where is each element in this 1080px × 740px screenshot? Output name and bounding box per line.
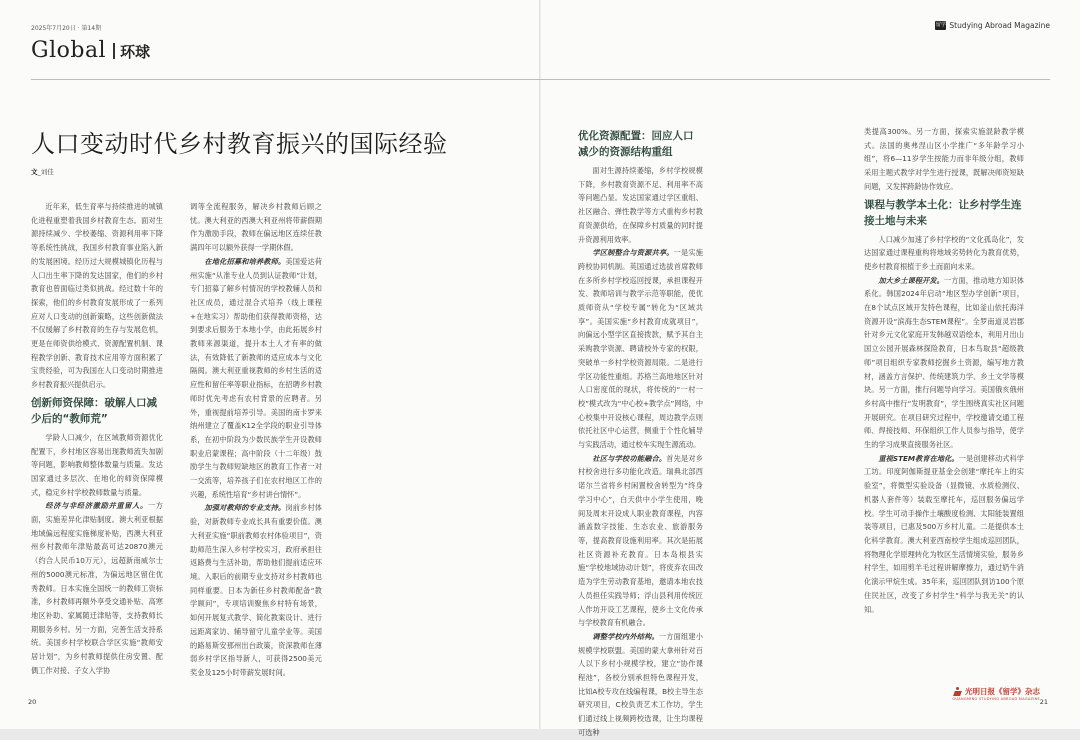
body-paragraph [31,499,163,677]
section-divider [113,43,115,59]
column-1 [31,200,163,712]
paragraph-lead: 经济与非经济激励并重留人。 [45,501,148,511]
magazine-brand [935,21,1050,30]
section-heading: 课程与教学本土化：让乡村学生连接土地与未来 [864,198,1022,227]
body-paragraph [864,452,1024,616]
body-paragraph: 面对生源持续萎缩，乡村学校规模下降，乡村教育资源不足、利用率不高等问题凸显。发达国家通过学区重组、社区融合、弹性教学等方式重构乡村教育资源供给，在保障乡村质量的同时提升资源利用效率。 [578,166,703,244]
paragraph-text: 美国爱达荷州实施“从准专业人员到认证教师”计划，专门招募了解乡村情况的学校教辅人员和社区成员，通过混合式培养（线上课程+在地实习）帮助他们获得教师资格，达到要求后服务于本地小学，由此拓展乡村教师来源渠道，提升本土人才有率的做法，有效降低了新教师的适应成本与文化隔阂。澳大利亚重视教师的乡村生活的适应性和留任率等职业指标，在招聘乡村教师时优先考虑有农村背景的应聘者。另外，重视提前培养引导。美国的南卡罗来纳州建立了覆盖K12全学段的职业引导体系，在初中阶段为少数民族学生开设教师职业启蒙课程；高中阶段（十二年级）鼓励学生与教师短缺地区的教育工作者一对一交流等，培养孩子们在农村地区工作的兴趣，系统性培育“乡村讲台情怀”。 [190,256,322,499]
body-paragraph: 近年来，低生育率与持续推进的城镇化进程重塑着我国乡村教育生态。面对生源持续减少、学校萎缩、资源利用率下降等系统性挑战，我国乡村教育事业陷入新的发展困境。经历过大规模城镇化历程与人口出生率下降的发达国家，他们的乡村教育也曾面临过类似挑战。经过数十年的探索，他们的乡村教育发展形成了一系列应对人口变动的创新策略，这些创新做法不仅缓解了乡村教育的生存与发展危机，更是在师资供给模式、资源配置机制、课程教学创新、教育技术应用等方面积累了宝贵经验，可为我国在人口变动时期推进乡村教育振兴提供启示。 [31,202,163,390]
body-paragraph [190,501,322,679]
section-title-en: Global [31,38,107,63]
header-rule [31,79,1050,80]
magazine-logo-icon: 留学 [935,22,946,28]
body-paragraph [578,246,703,452]
page-number-right: 21 [1039,698,1048,706]
paragraph-text: 一方面组建小规模学校联盟。美国的蒙大拿州针对百人以下乡村小规模学校，建立“协作课程池”，各校分别承担特色课程开发，比如A校专攻在线编程课，B校主导生态研究项目，C校负责艺术工作坊，学生们通过线上视频跨校选课，让生均课程可选种 [578,631,703,737]
paragraph-text: 首先是对乡村校舍进行多功能化改造。瑞典北部西诺尔兰省将乡村闲置校舍转型为“终身学习中心”，白天供中小学生使用，晚间及周末开设成人职业教育课程，内容涵盖数字技能、生态农业、旅游服务等，提高教育设施利用率。其次是拓展社区资源补充教育。日本岛根县实施“学校地域协动计划”，将废弃农田改造为学生劳动教育基地，邀请本地农技人员担任实践导师；浮山县利用传统匠人作坊开设工艺课程，使乡土文化传承与学校教育有机融合。 [578,453,703,628]
paragraph-lead: 社区与学校功能融合。 [592,453,667,463]
paragraph-text: 一方面，实施差异化津贴制度。澳大利亚根据地域偏远程度实施梯度补贴，西澳大利亚州乡村教师年津贴最高可达20870澳元（约合人民币10万元），远超新南威尔士州的5000澳元标准，为偏远地区留住优秀教师。日本实施全国统一的教师工资标准，乡村教师再额外享受交通补贴、高寒地区补助、家属随迁津贴等，支持教师长期服务乡村。另一方面，完善生活支持系统。美国乡村学校联合学区实施“教师安居计划”，为乡村教师提供住房安置、配偶工作对接、子女入学协 [31,501,163,675]
paragraph-lead: 调整学校内外结构。 [592,631,659,641]
column-2 [190,200,322,712]
body-paragraph [190,255,322,502]
byline-role: 文 [31,168,38,176]
paragraph-lead: 加强对教师的专业支持。 [204,503,286,513]
article-title: 人口变动时代乡村教育振兴的国际经验 [31,130,448,158]
body-paragraph: 学龄人口减少，在区域教师资源优化配置下，乡村地区容易出现教师流失加剧等问题，影响教师整体数量与质量。发达国家通过多层次、在地化的师资保障模式，稳定乡村学校教师数量与质量。 [31,432,163,497]
page-gutter [539,0,541,729]
section-title-zh: 环球 [120,43,151,61]
footer-brand [953,686,1040,697]
byline [31,167,54,176]
byline-author: _刘佳 [37,168,54,176]
paragraph-lead: 学区制整合与资源共享。 [592,248,674,258]
body-paragraph: 调等全流程服务，解决乡村教师后顾之忧。澳大利亚的西澳大利亚州将带薪假期作为激励手段，教师在偏远地区连续任教满四年可以额外获得一学期休假。 [190,202,322,253]
body-paragraph: 类提高300%。另一方面，探索实施混龄教学模式。法国的奥弗涅山区小学推广“多年龄学习小组”，将6—11岁学生按能力而非年级分组，教师采用主题式教学对学生进行授课，既解决师资短缺问题，又发挥跨龄协作效应。 [864,127,1024,191]
section-heading: 创新师资保障：破解人口减少后的“教师荒” [31,396,157,425]
section-heading: 优化资源配置：回应人口减少的资源结构重组 [578,130,694,158]
paragraph-text: 一是创建移动式科学工坊。印度阿伽斯提亚基金会创建“摩托车上的实验室”，将微型实验设备（显微镜、水质检测仪、机器人套件等）装载至摩托车，巡回服务偏远学校。学生可动手操作土壤酸度检测、太阳能装置组装等项目，已惠及500万乡村儿童。二是提供本土化科学教育。澳大利亚西南校学生组成巡回团队，将物理化学原理转化为牧区生活情境实验，服务乡村学生，如用剪羊毛过程讲解摩擦力，通过奶牛消化演示甲烷生成。35年来，巡回团队到访100个原住民社区，改变了乡村学生“科学与我无关”的认知。 [864,453,1024,614]
column-6 [864,125,1024,710]
footer-brand-name: 光明日报《留学》杂志 [965,687,1040,696]
column-3 [350,200,482,712]
section-title [31,38,150,63]
footer-brand-subtitle: GUANGMING STUDYING ABROAD MAGAZINE [952,697,1040,701]
body-paragraph [578,452,703,630]
paragraph-text: 一方面，推动地方知识体系化。韩国2024年启动“地区型办学创新”项目，在8个试点区域开发特色课程，比如釜山依托海洋资源开设“滨海生态STEM课程”。全罗南道灵岩郡针对乡元文化家庭开发韩越双语绘本，利用月出山国立公园开展森林探险教育，日本鸟取县“超级教师”项目组织专家教师挖掘乡土资源，编写地方教材，涵盖方言保护、传统建筑力学、乡土文学等模块。另一方面，推行问题导向学习。美国俄亥俄州乡村高中推行“发明教育”，学生围绕真实社区问题开展研究。在项目研究过程中，学校邀请交通工程师、焊接技师、环保组织工作人员参与指导，使学生的学习成果直接服务社区。 [864,275,1024,450]
paragraph-lead: 加大乡土课程开发。 [878,275,944,285]
paragraph-lead: 重视STEM教育在地化。 [878,453,959,463]
body-paragraph [864,274,1024,452]
paragraph-text: 岗前乡村体验，对新教师专业成长具有重要价值。澳大利亚实施“职前教师农村体验项目”，资助师范生深入乡村学校实习，政府承担往返路费与生活补助，帮助他们提前适应环境。入职后的前期专业支持对乡村教师也同样重要。日本为新任乡村教师配备“教学顾问”，专项培训聚焦乡村特有场景，如何开展复式教学、简化教案设计、进行远距离家访、辅导留守儿童学业等。美国的路易斯安那州出台政策，资深教师在薄弱乡村学区指导新人，可获得2500美元奖金及125小时带薪发展时间。 [190,503,322,677]
body-paragraph: 人口减少加速了乡村学校的“文化孤岛化”，发达国家通过课程重构将地域劣势转化为教育优势，使乡村教育根植于乡土而面向未来。 [864,234,1024,271]
body-paragraph [578,630,703,740]
column-4 [578,125,704,737]
paragraph-text: 一是实施跨校协同机制。英国通过选拔首席教师在多所乡村学校巡回授课，承担课程开发、教师培训与教学示范等职能，使优质师资从“学校专属”转化为“区域共享”。美国实施“乡村教育成就项目”，向偏远小型学区直接拨款，赋予其自主采购教学资源、聘请校外专家的权限，突破单一乡村学校资源局限。二是进行学区功能性重组。苏格兰高地地区针对人口密度低的现状，将传统的“一村一校”模式改为“中心校+教学点”网络，中心校集中开设核心课程，周边教学点则依托社区中心运营，侧重于个性化辅导与实践活动，通过校车实现生源流动。 [578,248,704,450]
issue-date: 2025年7月20日 · 第14期 [31,25,102,32]
page-number-left: 20 [28,698,37,706]
running-person-icon [953,687,962,696]
magazine-name: Studying Abroad Magazine [949,21,1050,30]
paragraph-lead: 在地化招募和培养教师。 [204,256,286,266]
